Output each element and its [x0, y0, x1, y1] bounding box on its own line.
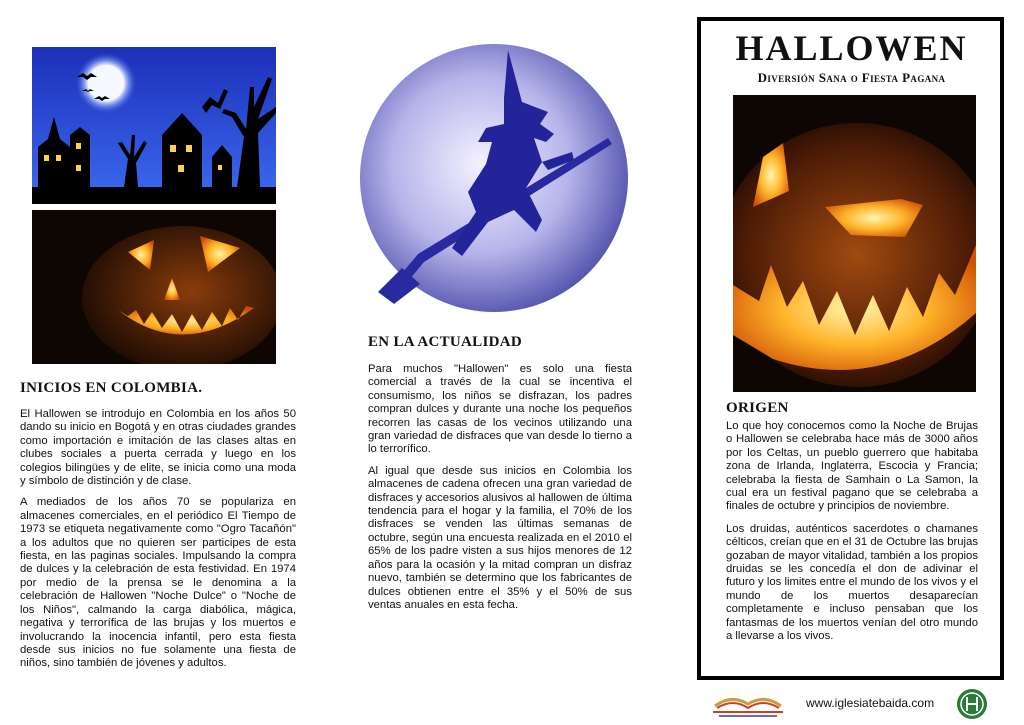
page-title: HALLOWEN	[735, 28, 968, 68]
paragraph: A mediados de los años 70 se populariza en almacenes comerciales, en el periódico El Tiempo de 1973 se etiqueta negativamente como "Ogro Tacañón" a los adultos que no quieren ser participes de esta fiesta, en las paginas sociales. Impulsando la compra de dulces y la celebración de esta festividad. En 1974 por medio de la prensa se le denomina a la celebración de Hallowen "Noche Dulce" o "Noche de los Niños", calmando la carga diabólica, mágica, negativa y terrorífica de las brujas y los muertos e involucrando la inocencia infantil, pero esta fiesta desde sus inicios no fue solamente una fiesta de niños, sino también de jóvenes y adultos.	[20, 496, 296, 670]
section-heading-origen: ORIGEN	[726, 400, 789, 416]
book-logo-icon	[705, 686, 791, 720]
section-body-inicios	[20, 408, 296, 671]
paragraph: Para muchos "Hallowen" es solo una fiesta comercial a través de la cual se incentiva el consumismo, los niños se disfrazan, los padres compran dulces y durante una noche los pequeños recorren las casas de los vecinos utilizando una gran variedad de disfraces que van desde lo tierno a lo terrorífico.	[368, 363, 632, 456]
witch-moon-illustration	[358, 42, 630, 314]
section-body-actualidad	[368, 363, 632, 612]
witch-on-broom-image	[358, 42, 630, 314]
church-logo-left	[705, 686, 791, 720]
section-heading-inicios: INICIOS EN COLOMBIA.	[20, 380, 203, 396]
page-subtitle: Diversión Sana o Fiesta Pagana	[757, 70, 946, 85]
round-emblem-icon	[956, 688, 988, 720]
jack-o-lantern-illustration	[733, 95, 976, 392]
carved-pumpkin-image	[32, 210, 276, 364]
haunted-night-image	[32, 47, 276, 204]
paragraph: Al igual que desde sus inicios en Colombia los almacenes de cadena ofrecen una gran variedad de disfraces y accesorios alusivos al hallowen de última tendencia para el hogar y la familia, el 70% de los disfraces se venden las últimas semanas de octubre, según una encuesta realizada en el 2010 el 65% de los padre visten a sus hijos menores de 12 años para la ocasión y la mitad compran un disfraz nuevo, también se determino que los fabricantes de dulces obtienen entre el 35% y el 50% de sus ventas anuales en esta fecha.	[368, 464, 632, 611]
paragraph: El Hallowen se introdujo en Colombia en los años 50 dando su inicio en Bogotá y en otras ciudades grandes como importación e imitación de las clases altas en clubes sociales a puerta cerrada y luego en los colegios bilingües y de elite, se inicia como una moda y símbolo de distinción y de clase.	[20, 408, 296, 488]
website-url[interactable]: www.iglesiatebaida.com	[806, 696, 935, 710]
paragraph: Lo que hoy conocemos como la Noche de Brujas o Hallowen se celebraba hace más de 3000 años por los Celtas, un pueblo guerrero que habitaba zona de Irlanda, Inglaterra, Escocia y Francia; celebraba la fiesta de Samhain o La Samon, la cual era un festival pagano que se celebraba a finales de octubre y principios de noviembre.	[726, 420, 978, 513]
section-heading-actualidad: EN LA ACTUALIDAD	[368, 334, 522, 350]
section-body-origen	[726, 420, 978, 644]
jack-o-lantern-image	[733, 95, 976, 392]
paragraph: Los druidas, auténticos sacerdotes o chamanes célticos, creían que en el 31 de Octubre las brujas gozaban de mayor vitalidad, también a los propios druidas se les concedía el don de adivinar el futuro y los limites entre el mundo de los vivos y el mundo de los muertos desaparecían completamente e incluso pensaban que los fantasmas de los muertos venían del otro mundo a llevarse a los vivos.	[726, 522, 978, 643]
church-logo-right	[956, 688, 988, 720]
carved-pumpkin-illustration	[32, 210, 276, 364]
haunted-night-illustration	[32, 47, 276, 204]
